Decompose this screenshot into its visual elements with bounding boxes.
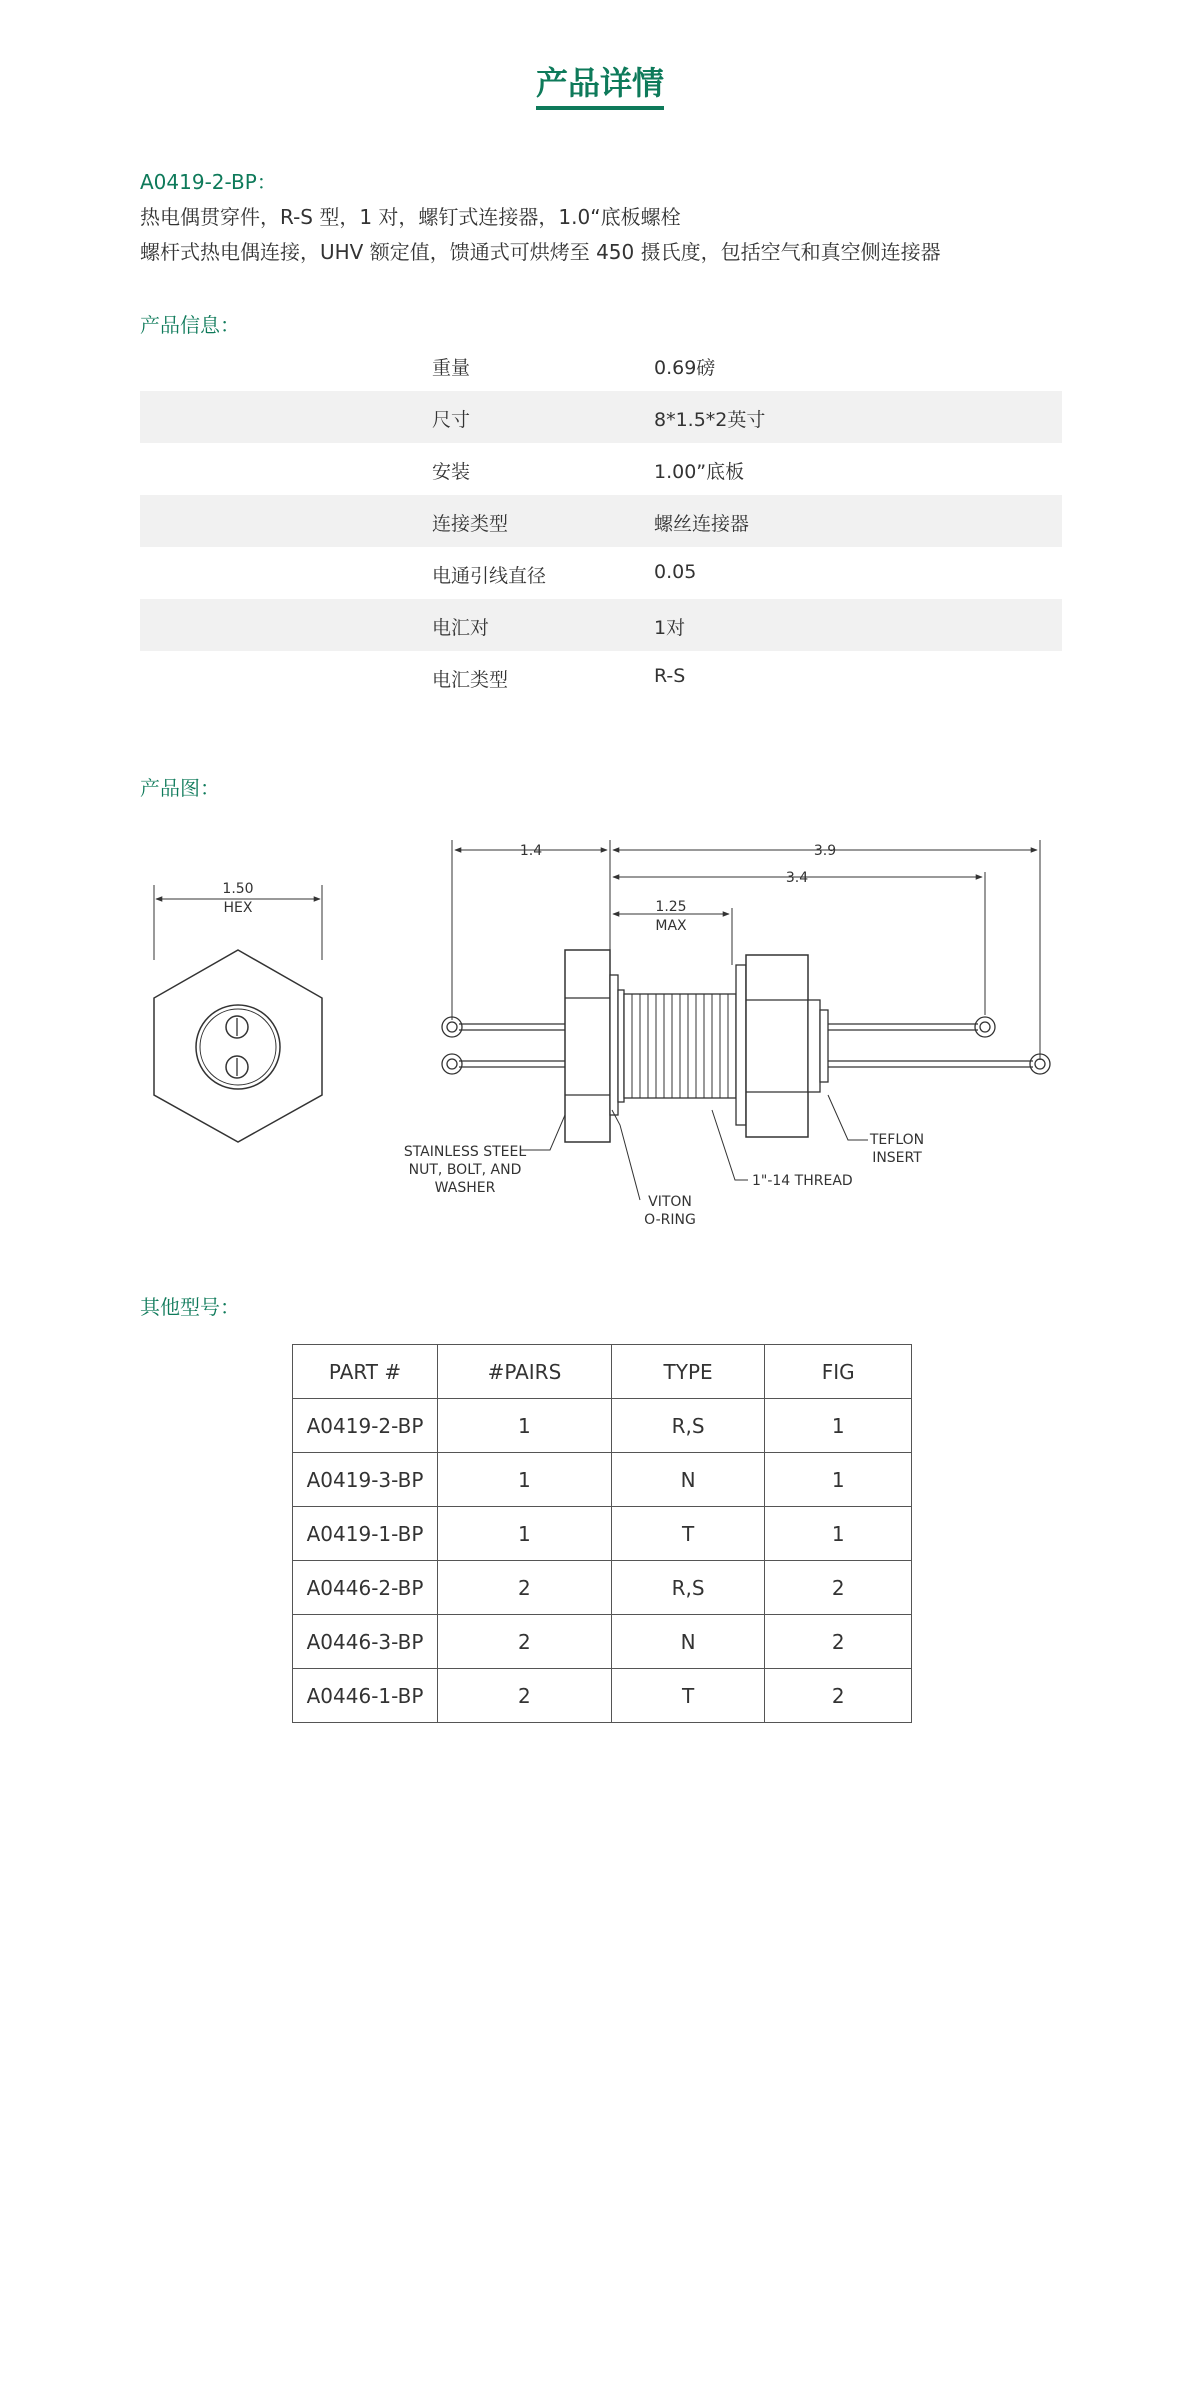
table-row — [293, 1561, 912, 1615]
info-value: 0.05 — [654, 561, 697, 583]
info-key: 连接类型 — [432, 513, 509, 535]
info-section-label: 产品信息： — [140, 313, 240, 337]
header-pairs: #PAIRS — [438, 1345, 612, 1399]
info-value: 0.69磅 — [654, 357, 716, 379]
cell-pairs: 1 — [438, 1453, 612, 1507]
info-row-pairs — [140, 599, 1062, 651]
table-row — [293, 1399, 912, 1453]
product-code-label: A0419-2-BP： — [140, 170, 277, 194]
cell-fig: 1 — [765, 1507, 912, 1561]
callout-viton-line-1: VITON — [648, 1194, 692, 1210]
title-underline — [536, 106, 664, 110]
diagram-section-label: 产品图： — [140, 776, 220, 800]
dim-3-4-label: 3.4 — [785, 870, 809, 886]
info-value: 螺丝连接器 — [654, 513, 750, 535]
callout-steel-line-2: NUT, BOLT, AND — [408, 1162, 522, 1178]
cell-fig: 2 — [765, 1561, 912, 1615]
info-key: 电汇类型 — [432, 669, 509, 691]
table-row — [293, 1453, 912, 1507]
info-row-connection-type — [140, 495, 1062, 547]
callout-steel-line-1: STAINLESS STEEL — [403, 1144, 527, 1160]
table-row — [293, 1615, 912, 1669]
info-value: R-S — [654, 665, 686, 687]
cell-fig: 1 — [765, 1399, 912, 1453]
cell-type: N — [611, 1453, 765, 1507]
cell-pairs: 1 — [438, 1399, 612, 1453]
cell-type: R,S — [611, 1399, 765, 1453]
cell-pairs: 2 — [438, 1615, 612, 1669]
info-value: 8*1.5*2英寸 — [654, 409, 766, 431]
info-value: 1.00”底板 — [654, 461, 745, 483]
cell-type: N — [611, 1615, 765, 1669]
cell-type: T — [611, 1669, 765, 1723]
product-description-line-1: 热电偶贯穿件，R-S 型，1 对，螺钉式连接器，1.0“底板螺栓 — [140, 205, 681, 229]
info-row-size — [140, 391, 1062, 443]
callout-teflon-line-1: TEFLON — [869, 1132, 925, 1148]
page-title: 产品详情 — [535, 64, 664, 102]
hex-label: HEX — [223, 900, 253, 916]
cell-fig: 2 — [765, 1615, 912, 1669]
hex-dim-label: 1.50 — [222, 881, 254, 897]
info-value: 1对 — [654, 617, 686, 639]
dim-1-4-label: 1.4 — [519, 843, 543, 859]
header-type: TYPE — [611, 1345, 765, 1399]
info-row-type — [140, 651, 1062, 703]
table-row — [293, 1507, 912, 1561]
dim-1-25-label: 1.25 — [655, 899, 687, 915]
info-row-weight — [140, 339, 1062, 391]
cell-type: R,S — [611, 1561, 765, 1615]
callout-viton-line-2: O-RING — [644, 1212, 696, 1228]
info-key: 电通引线直径 — [432, 565, 547, 587]
callout-teflon-line-2: INSERT — [872, 1150, 922, 1166]
cell-part: A0419-1-BP — [293, 1507, 438, 1561]
table-row — [293, 1669, 912, 1723]
other-models-table — [292, 1344, 912, 1723]
info-key: 尺寸 — [432, 409, 471, 431]
cell-pairs: 2 — [438, 1561, 612, 1615]
cell-fig: 2 — [765, 1669, 912, 1723]
technical-drawing — [0, 820, 1200, 1240]
dim-max-label: MAX — [655, 918, 687, 934]
info-key: 安装 — [432, 461, 471, 483]
info-key: 重量 — [432, 357, 471, 379]
hex-end-view — [154, 885, 322, 1142]
info-row-mounting — [140, 443, 1062, 495]
header-fig: FIG — [765, 1345, 912, 1399]
product-description-line-2: 螺杆式热电偶连接，UHV 额定值，馈通式可烘烤至 450 摄氏度，包括空气和真空侧连接器 — [140, 240, 941, 264]
cell-part: A0446-3-BP — [293, 1615, 438, 1669]
info-key: 电汇对 — [432, 617, 490, 639]
dim-3-9-label: 3.9 — [813, 843, 837, 859]
info-row-lead-diameter — [140, 547, 1062, 599]
cell-pairs: 2 — [438, 1669, 612, 1723]
models-section-label: 其他型号： — [140, 1295, 240, 1319]
cell-type: T — [611, 1507, 765, 1561]
cell-part: A0419-3-BP — [293, 1453, 438, 1507]
product-diagram — [0, 820, 1200, 1240]
cell-fig: 1 — [765, 1453, 912, 1507]
table-header-row — [293, 1345, 912, 1399]
header-part: PART # — [293, 1345, 438, 1399]
cell-part: A0446-2-BP — [293, 1561, 438, 1615]
callout-steel-line-3: WASHER — [434, 1180, 496, 1196]
cell-pairs: 1 — [438, 1507, 612, 1561]
cell-part: A0419-2-BP — [293, 1399, 438, 1453]
cell-part: A0446-1-BP — [293, 1669, 438, 1723]
product-info-table — [140, 339, 1062, 703]
callout-thread: 1"-14 THREAD — [752, 1173, 853, 1189]
side-view — [442, 840, 1050, 1200]
